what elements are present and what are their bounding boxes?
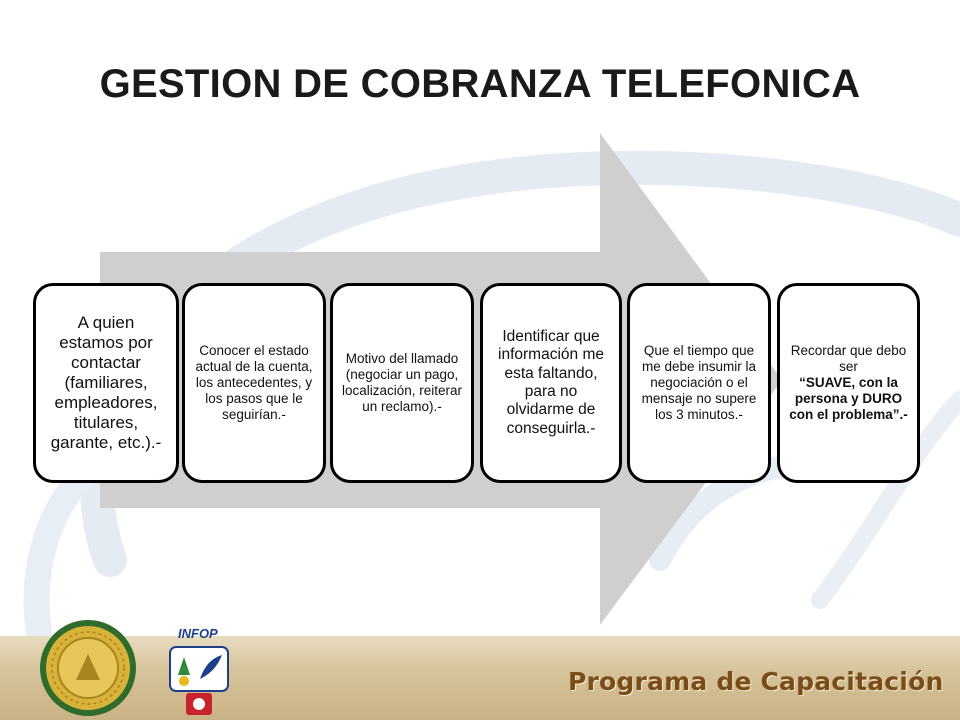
step-text: A quien estamos por contactar (familiares, empleadores, titulares, garante, etc.).- bbox=[50, 312, 162, 453]
step-box-contact-target bbox=[33, 283, 179, 483]
step-intro-text: Recordar que debo ser bbox=[790, 343, 907, 375]
step-text: Conocer el estado actual de la cuenta, los antecedentes, y los pasos que le seguirían.- bbox=[195, 343, 313, 422]
program-title: Programa de Capacitación bbox=[568, 667, 944, 696]
step-box-call-reason bbox=[330, 283, 474, 483]
step-text: Que el tiempo que me debe insumir la negociación o el mensaje no supere los 3 minutos.- bbox=[641, 343, 757, 422]
step-emphasis-text: “SUAVE, con la persona y DURO con el problema”.- bbox=[789, 375, 908, 422]
chamber-of-commerce-seal-icon bbox=[38, 618, 138, 718]
step-text: Motivo del llamado (negociar un pago, localización, reiterar un reclamo).- bbox=[341, 351, 463, 414]
slide-title: GESTION DE COBRANZA TELEFONICA bbox=[99, 62, 861, 106]
step-text-wrapper bbox=[788, 343, 909, 423]
step-text: Identificar que información me esta faltando, para no olvidarme de conseguirla.- bbox=[498, 328, 604, 437]
step-box-soft-hard-rule bbox=[777, 283, 920, 483]
infop-label: INFOP bbox=[178, 626, 218, 641]
infop-logo-icon bbox=[168, 645, 230, 717]
step-box-missing-info bbox=[480, 283, 622, 483]
step-box-time-limit bbox=[627, 283, 771, 483]
step-box-account-status bbox=[182, 283, 326, 483]
